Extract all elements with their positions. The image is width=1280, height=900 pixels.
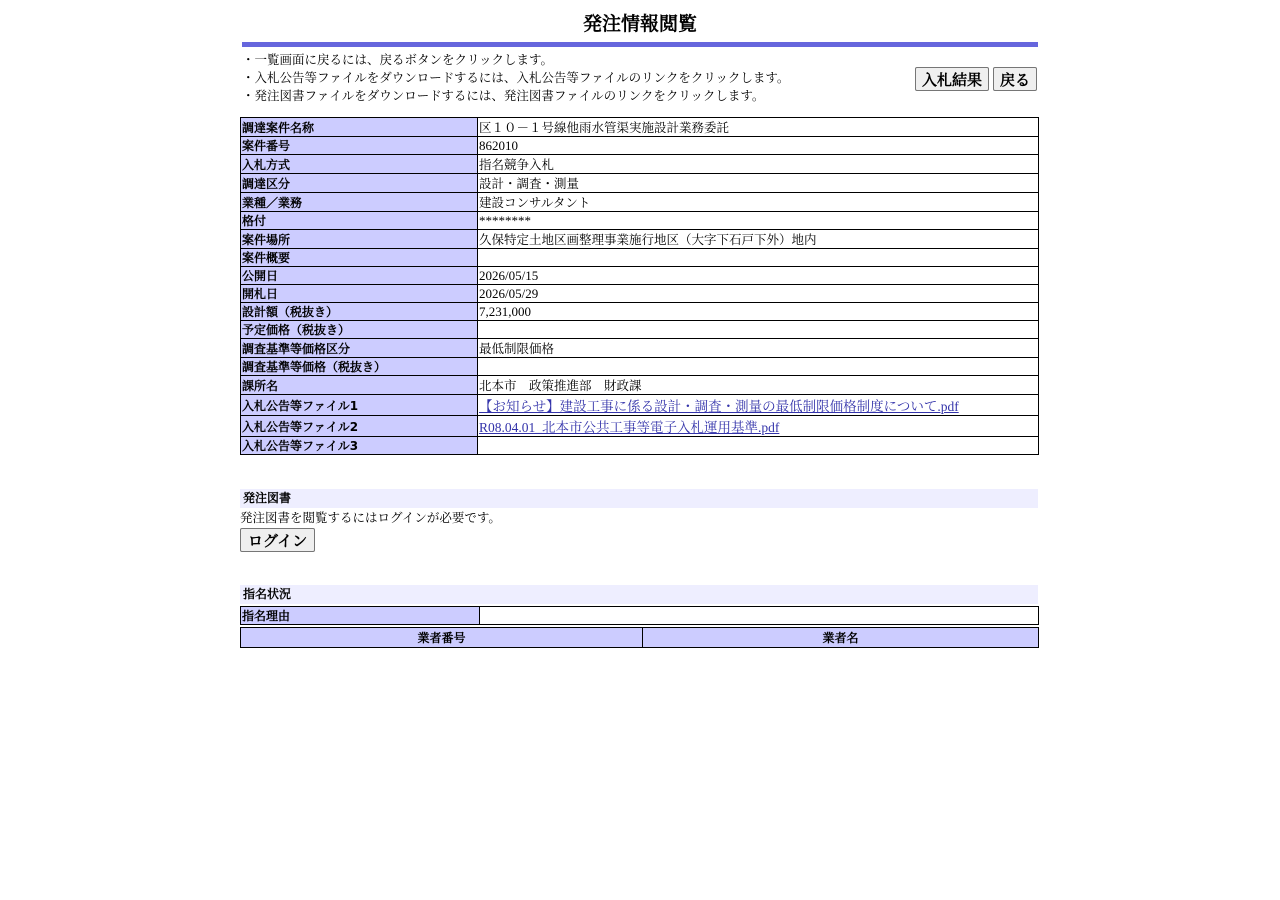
- info-value: 7,231,000: [478, 303, 1039, 321]
- info-value: 設計・調査・測量: [478, 174, 1039, 193]
- info-row: [241, 339, 1039, 358]
- bid-notice-file-2-link[interactable]: R08.04.01_北本市公共工事等電子入札運用基準.pdf: [479, 420, 780, 435]
- info-key: 調査基準等価格区分: [241, 339, 478, 358]
- file-cell: [478, 395, 1039, 416]
- nomination-reason-label: 指名理由: [241, 607, 480, 625]
- info-value: 北本市 政策推進部 財政課: [478, 376, 1039, 395]
- info-value: 建設コンサルタント: [478, 193, 1039, 212]
- info-row: [241, 321, 1039, 339]
- info-key: 案件場所: [241, 230, 478, 249]
- info-row: [241, 118, 1039, 137]
- vendor-number-header: 業者番号: [241, 628, 643, 648]
- info-row: [241, 137, 1039, 155]
- info-row: [241, 395, 1039, 416]
- info-key: 公開日: [241, 267, 478, 285]
- file-key: 入札公告等ファイル3: [241, 437, 478, 455]
- info-value: 最低制限価格: [478, 339, 1039, 358]
- info-key: 課所名: [241, 376, 478, 395]
- info-value: 指名競争入札: [478, 155, 1039, 174]
- info-value: [478, 358, 1039, 376]
- info-row: [241, 230, 1039, 249]
- info-row: [241, 249, 1039, 267]
- info-row: [241, 376, 1039, 395]
- info-row: [241, 155, 1039, 174]
- file-key: 入札公告等ファイル2: [241, 416, 478, 437]
- instructions: [240, 47, 1040, 117]
- page-title: 発注情報閲覧: [582, 13, 697, 35]
- instruction-line-2: ・入札公告等ファイルをダウンロードするには、入札公告等ファイルのリンクをクリックします。: [242, 70, 790, 85]
- bid-notice-file-1-link[interactable]: 【お知らせ】建設工事に係る設計・調査・測量の最低制限価格制度について.pdf: [479, 399, 959, 414]
- info-value: ********: [478, 212, 1039, 230]
- info-row: [241, 416, 1039, 437]
- info-value: 2026/05/15: [478, 267, 1039, 285]
- info-key: 業種／業務: [241, 193, 478, 212]
- action-buttons: [915, 67, 1037, 91]
- nomination-reason-row: [241, 607, 1039, 625]
- info-row: [241, 267, 1039, 285]
- file-cell: [478, 416, 1039, 437]
- info-key: 開札日: [241, 285, 478, 303]
- back-button[interactable]: 戻る: [993, 67, 1037, 91]
- info-row: [241, 437, 1039, 455]
- info-value: 2026/05/29: [478, 285, 1039, 303]
- order-docs-heading: 発注図書: [240, 489, 1038, 508]
- vendor-name-header: 業者名: [643, 628, 1039, 648]
- info-row: [241, 303, 1039, 321]
- info-row: [241, 212, 1039, 230]
- info-row: [241, 358, 1039, 376]
- instruction-line-3: ・発注図書ファイルをダウンロードするには、発注図書ファイルのリンクをクリックします。: [242, 88, 765, 103]
- nominated-vendors-table: [240, 627, 1039, 648]
- info-key: 入札方式: [241, 155, 478, 174]
- info-value: [478, 249, 1039, 267]
- info-row: [241, 193, 1039, 212]
- info-value: 区１０－１号線他雨水管渠実施設計業務委託: [478, 118, 1039, 137]
- info-value: 久保特定土地区画整理事業施行地区（大字下石戸下外）地内: [478, 230, 1039, 249]
- nomination-reason-value: [480, 607, 1039, 625]
- nomination-heading: 指名状況: [240, 585, 1038, 604]
- login-required-message: 発注図書を閲覧するにはログインが必要です。: [240, 510, 501, 525]
- info-key: 調達案件名称: [241, 118, 478, 137]
- info-key: 調達区分: [241, 174, 478, 193]
- info-key: 格付: [241, 212, 478, 230]
- file-cell: [478, 437, 1039, 455]
- instruction-line-1: ・一覧画面に戻るには、戻るボタンをクリックします。: [242, 52, 554, 67]
- info-key: 調査基準等価格（税抜き）: [241, 358, 478, 376]
- procurement-info-table: [240, 117, 1039, 455]
- info-key: 予定価格（税抜き）: [241, 321, 478, 339]
- nomination-reason-table: [240, 606, 1039, 625]
- info-value: [478, 321, 1039, 339]
- info-key: 設計額（税抜き）: [241, 303, 478, 321]
- vendors-header-row: [241, 628, 1039, 648]
- info-key: 案件番号: [241, 137, 478, 155]
- info-key: 案件概要: [241, 249, 478, 267]
- page-container: [240, 0, 1040, 648]
- bid-result-button[interactable]: 入札結果: [915, 67, 989, 91]
- file-key: 入札公告等ファイル1: [241, 395, 478, 416]
- login-button[interactable]: ログイン: [240, 528, 315, 552]
- info-row: [241, 285, 1039, 303]
- info-value: 862010: [478, 137, 1039, 155]
- info-row: [241, 174, 1039, 193]
